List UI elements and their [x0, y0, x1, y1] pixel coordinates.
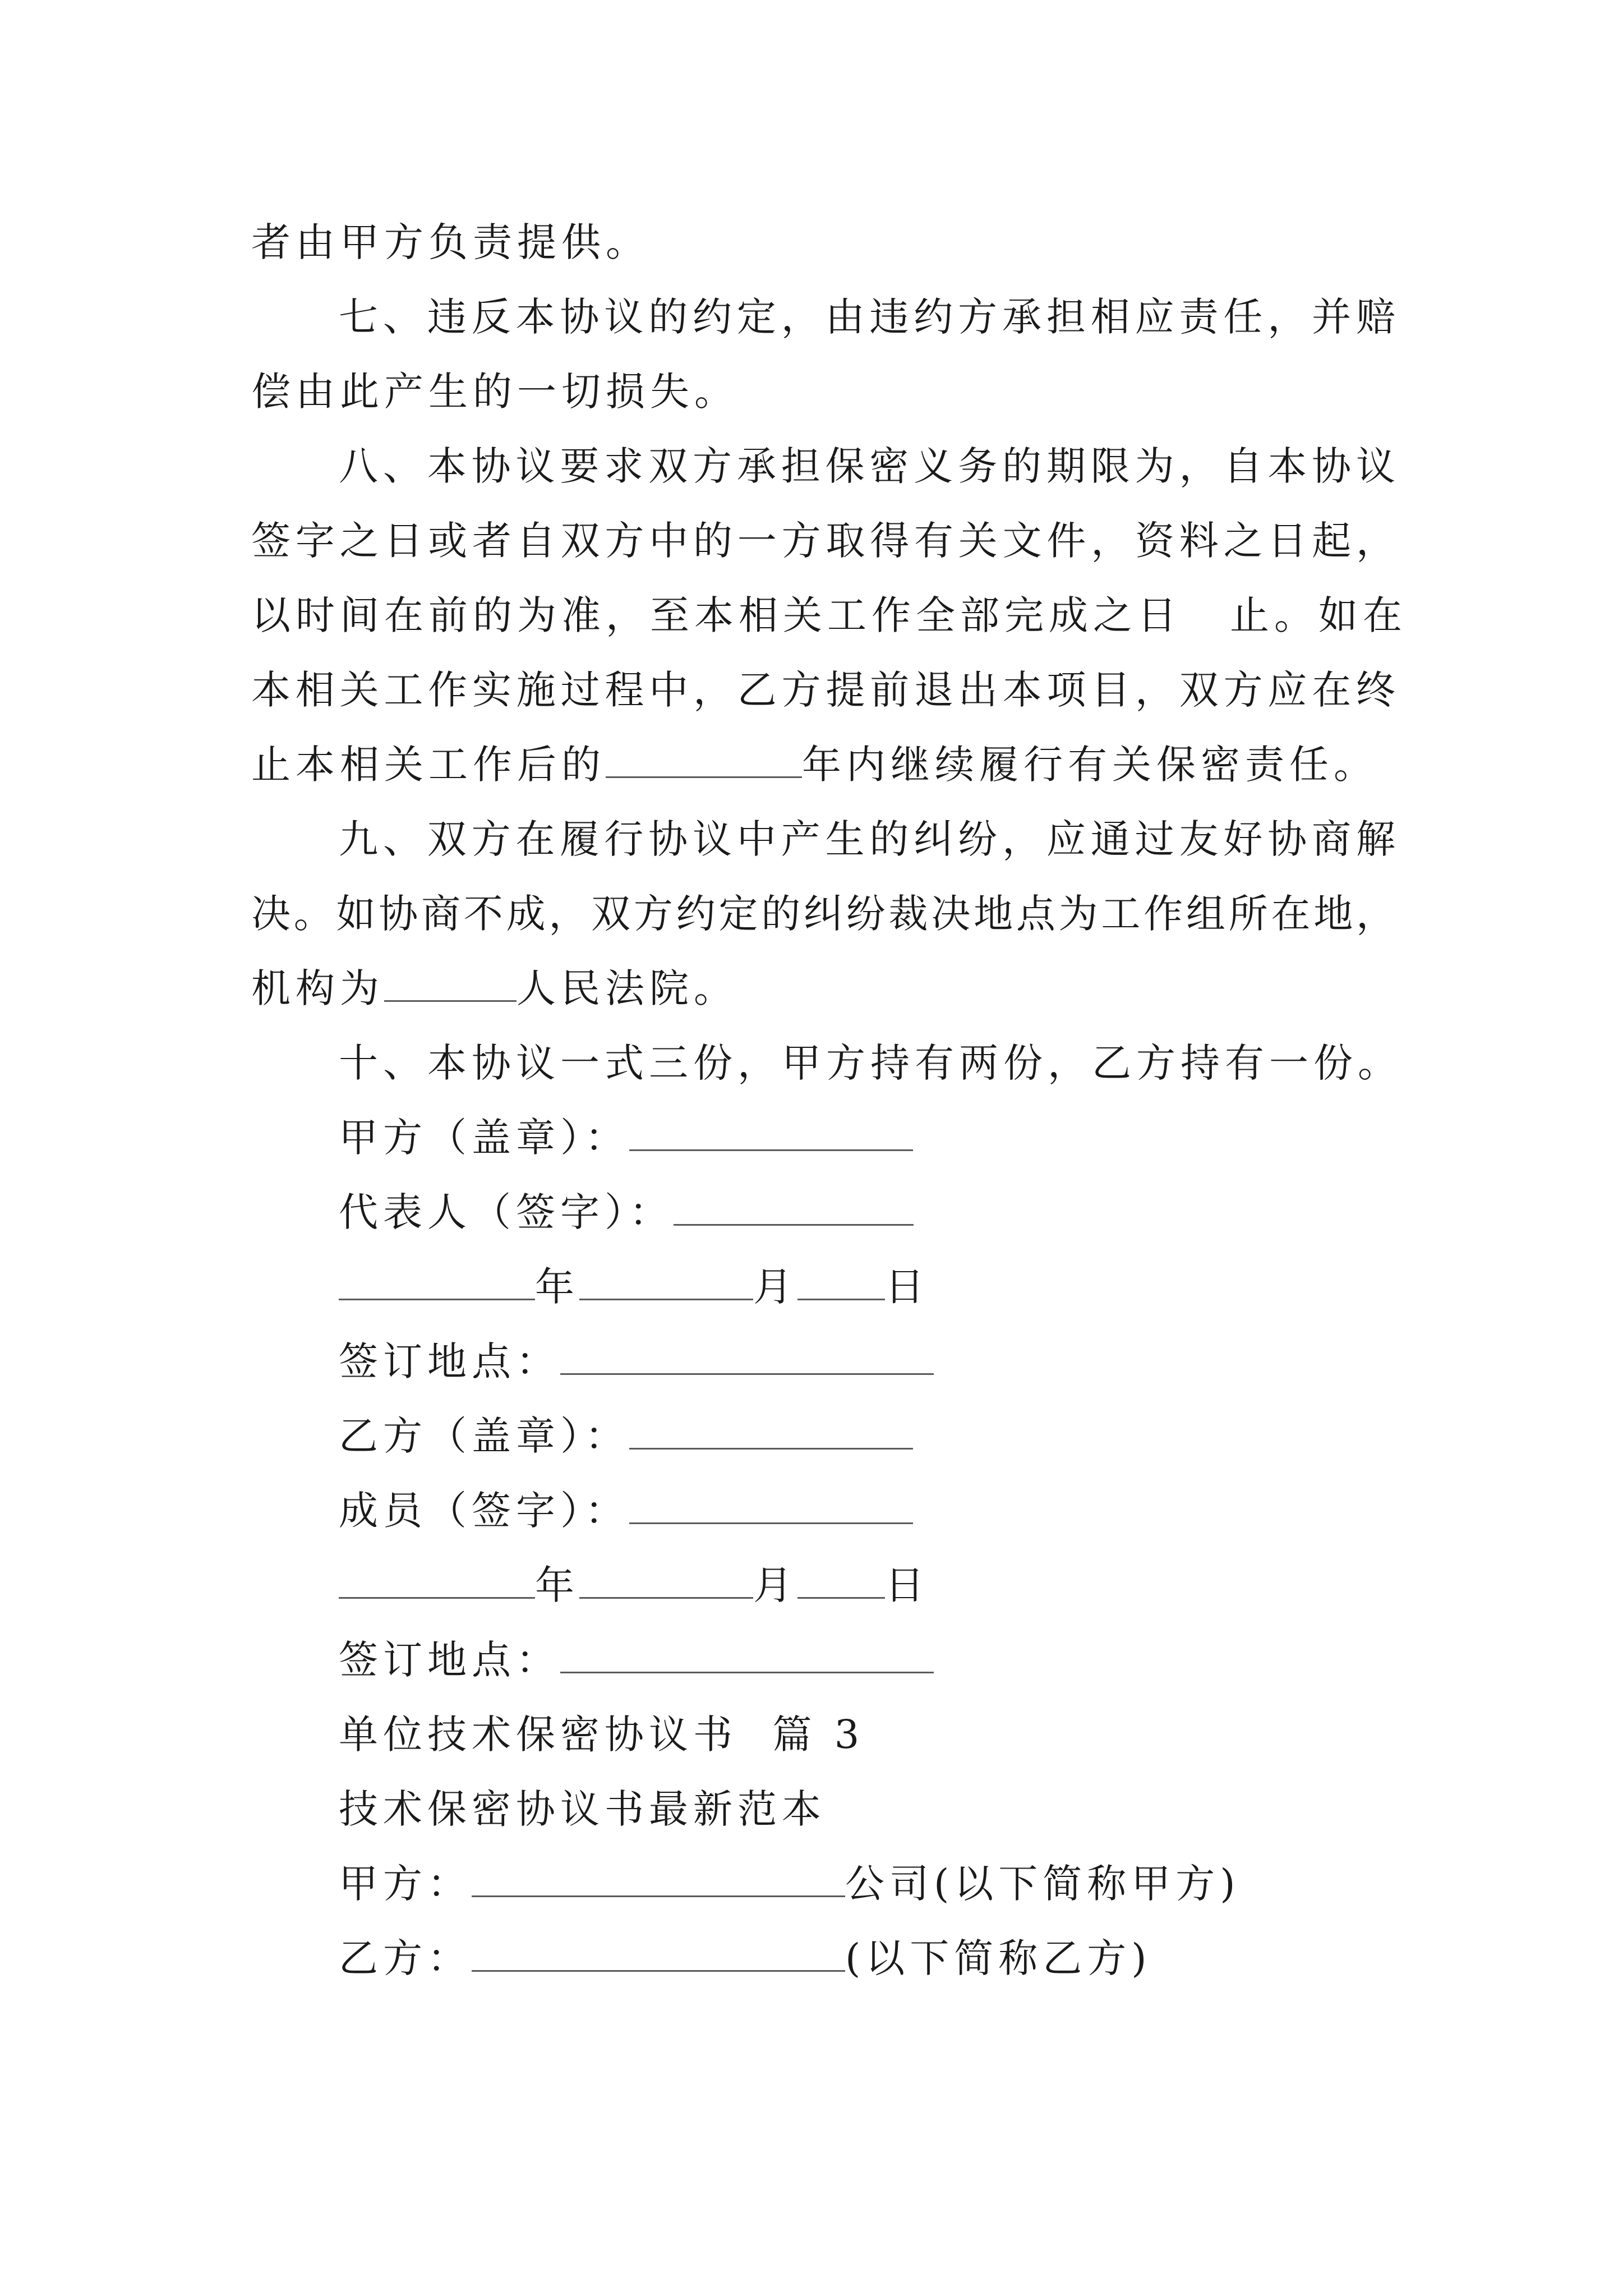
day-label: 日 [885, 1562, 929, 1608]
year-label: 年 [535, 1264, 579, 1310]
party-b-place-line [339, 1632, 1483, 1688]
party-a-date-line [339, 1259, 1483, 1315]
party-a-seal-blank [629, 1115, 913, 1151]
year-label: 年 [535, 1562, 579, 1608]
party-b-seal-line [339, 1408, 1483, 1464]
party-a-rep-blank [674, 1189, 914, 1226]
years-blank [606, 742, 802, 778]
party-a-rep-line [339, 1184, 1483, 1240]
paragraph-8-line-2: 签字之日或者自双方中的一方取得有关文件，资料之日起， [251, 518, 1395, 564]
party-b-seal-label: 乙方（盖章）： [339, 1413, 629, 1459]
party-a-company-blank [472, 1861, 845, 1897]
paragraph-8-line-5-start: 止本相关工作后的 [251, 742, 606, 788]
party-a-rep-label: 代表人（签字）： [339, 1189, 674, 1235]
section-3-heading: 单位技术保密协议书 篇 3 [339, 1711, 865, 1757]
paragraph-8-line-5-end: 年内继续履行有关保密责任。 [802, 742, 1378, 788]
paragraph-9-line-1: 九、双方在履行协议中产生的纠纷，应通过友好协商解 [339, 816, 1395, 862]
party-a-seal-label: 甲方（盖章）： [339, 1115, 629, 1161]
month-blank [579, 1264, 753, 1300]
month-label: 月 [753, 1264, 797, 1310]
party-a-place-line [339, 1333, 1483, 1389]
paragraph-9-line-3-end: 人民法院。 [517, 965, 738, 1011]
party-b-name-blank [472, 1935, 845, 1972]
section-3-subtitle: 技术保密协议书最新范本 [339, 1786, 826, 1832]
section-3-party-a-line [339, 1856, 1483, 1912]
place-label: 签订地点： [339, 1338, 560, 1384]
paragraph-8-line-3-end: 止。如在 [1230, 592, 1407, 638]
party-a-seal-line [339, 1110, 1483, 1166]
party-b-member-line [339, 1483, 1483, 1539]
paragraph-9-line-3 [251, 960, 1395, 1016]
place-blank [560, 1338, 934, 1375]
paragraph-8-line-3-start: 以时间在前的为准，至本相关工作全部完成之日 [251, 592, 1182, 638]
paragraph-8-line-3 [251, 587, 1407, 643]
day-blank [797, 1562, 885, 1599]
place-label: 签订地点： [339, 1637, 560, 1683]
section-3-party-b-suffix: (以下简称乙方) [845, 1935, 1152, 1981]
paragraph-8-line-4: 本相关工作实施过程中，乙方提前退出本项目，双方应在终 [251, 667, 1395, 713]
paragraph-9-line-2: 决。如协商不成，双方约定的纠纷裁决地点为工作组所在地， [251, 891, 1395, 937]
year-blank [339, 1264, 535, 1300]
party-b-member-label: 成员（签字）： [339, 1488, 629, 1534]
section-3-party-a-label: 甲方： [339, 1861, 472, 1907]
paragraph-8-line-1: 八、本协议要求双方承担保密义务的期限为，自本协议 [339, 443, 1395, 489]
month-blank [579, 1562, 753, 1599]
paragraph-6-tail: 者由甲方负责提供。 [251, 219, 650, 265]
section-3-party-b-line [339, 1930, 1483, 1986]
section-3-party-b-label: 乙方： [339, 1935, 472, 1981]
paragraph-8-line-5 [251, 737, 1395, 793]
paragraph-7-line-2: 偿由此产生的一切损失。 [251, 369, 739, 415]
year-blank [339, 1562, 535, 1599]
court-blank [384, 965, 517, 1002]
party-b-member-blank [629, 1488, 913, 1524]
place-blank [560, 1637, 934, 1673]
section-3-party-a-suffix: 公司(以下简称甲方) [845, 1861, 1241, 1907]
day-label: 日 [885, 1264, 929, 1310]
paragraph-10: 十、本协议一式三份，甲方持有两份，乙方持有一份。 [339, 1040, 1402, 1086]
party-b-date-line [339, 1557, 1483, 1613]
paragraph-7-line-1: 七、违反本协议的约定，由违约方承担相应责任，并赔 [339, 294, 1395, 340]
day-blank [797, 1264, 885, 1300]
month-label: 月 [753, 1562, 797, 1608]
paragraph-9-line-3-start: 机构为 [251, 965, 384, 1011]
party-b-seal-blank [629, 1413, 913, 1450]
